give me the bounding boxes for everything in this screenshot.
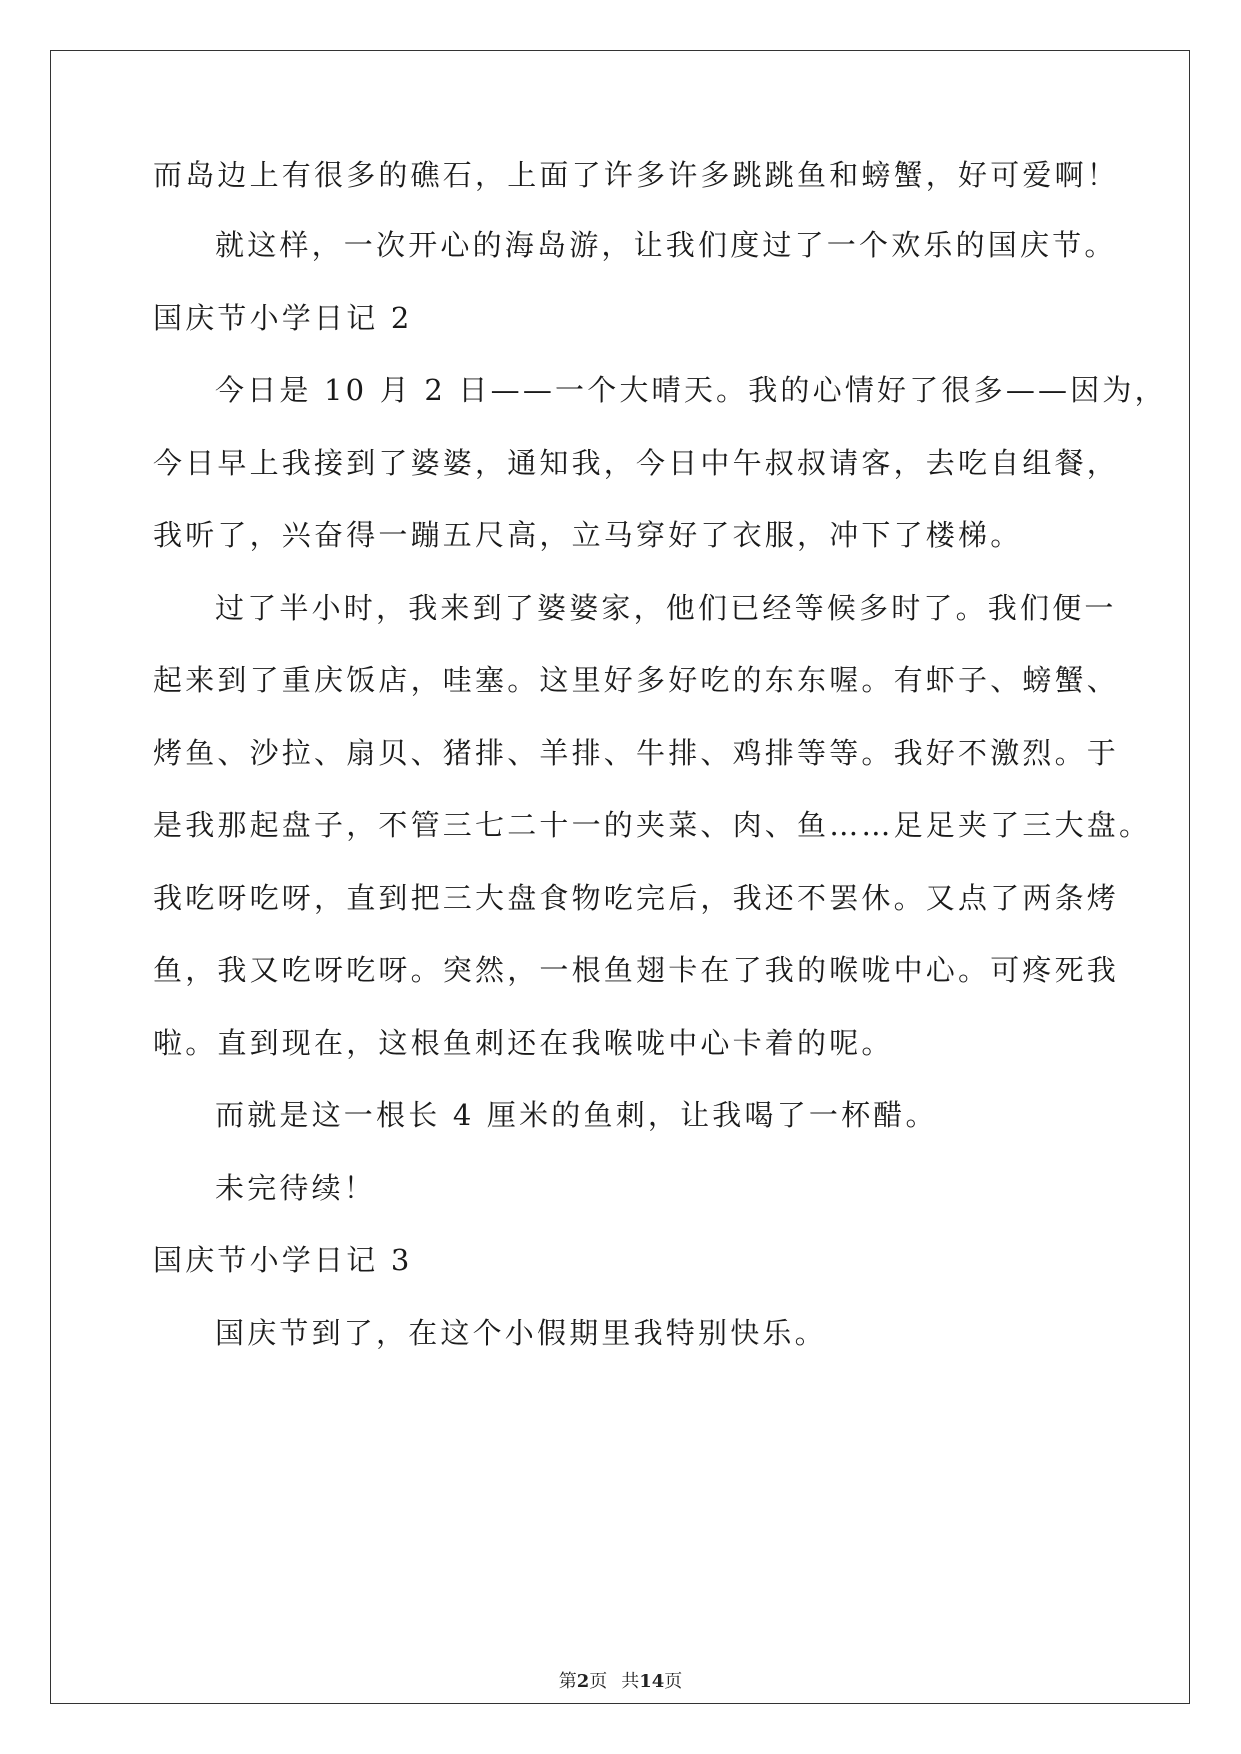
paragraph-line: 今日是 10 月 2 日——一个大晴天。我的心情好了很多——因为，	[215, 373, 1167, 407]
paragraph-line: 烤鱼、沙拉、扇贝、猪排、羊排、牛排、鸡排等等。我好不激烈。于	[153, 736, 1120, 770]
paragraph-line: 国庆节到了，在这个小假期里我特别快乐。	[215, 1316, 827, 1350]
paragraph-line: 过了半小时，我来到了婆婆家，他们已经等候多时了。我们便一	[215, 591, 1117, 625]
paragraph-line: 我听了，兴奋得一蹦五尺高，立马穿好了衣服，冲下了楼梯。	[153, 518, 1023, 552]
paragraph-line: 而就是这一根长 4 厘米的鱼刺，让我喝了一杯醋。	[215, 1098, 938, 1132]
paragraph-line: 起来到了重庆饭店，哇塞。这里好多好吃的东东喔。有虾子、螃蟹、	[153, 663, 1120, 697]
footer-total-prefix: 共	[621, 1671, 640, 1692]
paragraph-line: 而岛边上有很多的礁石，上面了许多许多跳跳鱼和螃蟹，好可爱啊！	[153, 158, 1120, 192]
paragraph-line: 我吃呀吃呀，直到把三大盘食物吃完后，我还不罢休。又点了两条烤	[153, 881, 1120, 915]
paragraph-line: 今日早上我接到了婆婆，通知我，今日中午叔叔请客，去吃自组餐，	[153, 446, 1120, 480]
paragraph-line: 是我那起盘子，不管三七二十一的夹菜、肉、鱼……足足夹了三大盘。	[153, 808, 1152, 842]
total-pages: 14	[639, 1671, 665, 1692]
paragraph-line: 鱼，我又吃呀吃呀。突然，一根鱼翅卡在了我的喉咙中心。可疼死我	[153, 953, 1120, 987]
paragraph-line: 未完待续！	[215, 1171, 377, 1205]
page-footer	[0, 1670, 1241, 1694]
paragraph-line: 啦。直到现在，这根鱼刺还在我喉咙中心卡着的呢。	[153, 1026, 894, 1060]
page-number: 2	[576, 1671, 590, 1692]
paragraph-line: 就这样，一次开心的海岛游，让我们度过了一个欢乐的国庆节。	[215, 228, 1117, 262]
footer-prefix: 第	[558, 1671, 577, 1692]
footer-total-suffix: 页	[664, 1671, 683, 1692]
footer-page-suffix: 页	[589, 1671, 608, 1692]
section-heading: 国庆节小学日记 2	[153, 301, 413, 335]
section-heading: 国庆节小学日记 3	[153, 1243, 413, 1277]
